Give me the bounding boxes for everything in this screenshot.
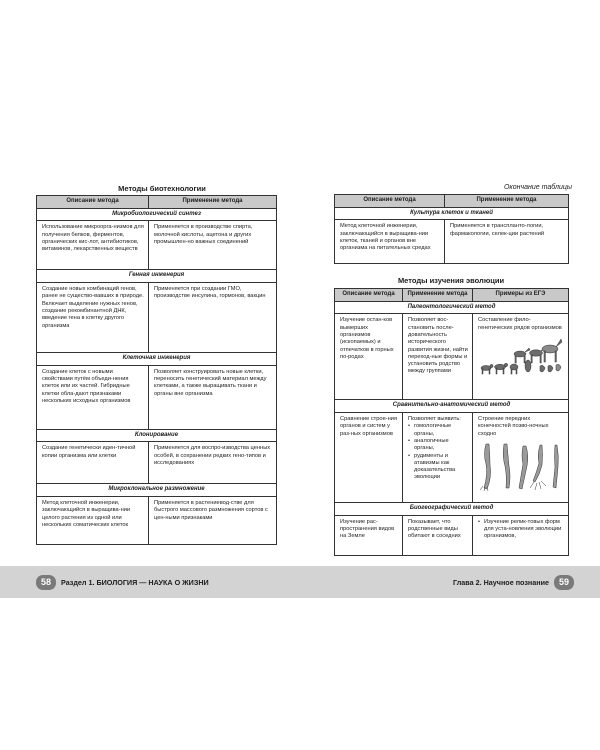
section-title-microbiological-synthesis: Микробиологический синтез	[37, 208, 277, 221]
table-cell-description: Изучение рас-пространения видов на Земле	[335, 515, 403, 555]
table-cell-description: Метод клеточной инженерии, заключающийся в выращива-нии клеток, тканей и органов вне организма на питательных средах	[335, 220, 445, 264]
table-cell-description: Метод клеточной инженерии, заключающийся в выращива-нии целого растения из одной или нескольких соматических клеток	[37, 497, 149, 545]
table-cell-description: Сравнение строе-ния органов и систем у раз-ных организмов	[335, 413, 403, 503]
section-running-title: Раздел 1. БИОЛОГИЯ — НАУКА О ЖИЗНИ	[61, 577, 209, 587]
left-page-footer	[36, 573, 209, 591]
application-list	[408, 423, 468, 481]
column-header-application: Применение метода	[149, 196, 277, 209]
application-intro: Позволяет выявить:	[408, 416, 461, 423]
list-item: • гомологичные органы,	[408, 423, 468, 438]
page-number-right: 59	[554, 575, 574, 590]
table-cell-description: Создание новых комбинаций генов, ранее не существо-вавших в природе. Включает выделение нужных генов, создание рекомбинантной ДНК, введение гена в клетку другого организма	[37, 283, 149, 353]
forelimbs-illustration	[478, 442, 562, 492]
example-text: Строение передних конечностей позво-ночных сходно	[478, 416, 549, 437]
column-header-description: Описание метода	[37, 196, 149, 209]
table-cell-application: Применяется в производстве спирта, молочной кислоты, ацетона и других промышлен-но важных соединений	[149, 221, 277, 270]
evolution-methods-table	[334, 288, 569, 556]
column-header-exam-examples: Примеры из ЕГЭ	[473, 289, 569, 302]
table-cell-description: Создание клеток с новыми свойствами путём объеди-нения клеток или их частей. Гибридные клетки обла-дают признаками нескольких исходных организмов	[37, 365, 149, 429]
table-cell-application: Применяется для воспро-изводства ценных особей, в сохранении редких гено-типов и исследованиях	[149, 442, 277, 484]
biotech-methods-title: Методы биотехнологии	[118, 184, 206, 193]
evolution-methods-title: Методы изучения эволюции	[397, 276, 505, 285]
table-cell-application: Показывает, что родственные виды обитают в соседних	[403, 515, 473, 555]
column-header-application: Применение метода	[445, 195, 569, 208]
list-item: • аналогичные органы,	[408, 438, 468, 453]
right-page-footer	[453, 573, 574, 591]
table-cell-description: Изучение остан-ков вымерших организмов (ископаемых) и отпечатков в горных по-родах	[335, 314, 403, 400]
table-cell-description: Использование микроорга-низмов для получения белков, ферментов, органических кис-лот, антибиотиков, витаминов, лекарственных веществ	[37, 221, 149, 270]
table-cell-application	[403, 413, 473, 503]
table-cell-example	[473, 314, 569, 400]
column-header-description: Описание метода	[335, 289, 403, 302]
section-title-cloning: Клонирование	[37, 429, 277, 442]
example-list	[478, 519, 564, 541]
page-number-left: 58	[36, 575, 56, 590]
cell-culture-table	[334, 194, 569, 264]
section-title-cell-engineering: Клеточная инженерия	[37, 353, 277, 366]
column-header-description: Описание метода	[335, 195, 445, 208]
table-cell-application: Применяется в растениевод-стве для быстрого массового размножения сортов с цен-ными признаками	[149, 497, 277, 545]
table-cell-application: Применяется в транспланто-логии, фармакологии, селек-ции растений	[445, 220, 569, 264]
section-title-microclonal-propagation: Микроклональное размножение	[37, 484, 277, 497]
section-title-paleontological: Палеонтологический метод	[335, 301, 569, 314]
section-title-genetic-engineering: Генная инженерия	[37, 270, 277, 283]
column-header-application: Применение метода	[403, 289, 473, 302]
continuation-note: Окончание таблицы	[503, 184, 572, 191]
example-text: Составление фило-генетических рядов организмов	[478, 317, 562, 331]
table-cell-description: Создание генетически иден-тичной копии организма или клетки	[37, 442, 149, 484]
list-item: • Изучение релик-товых форм для уста-новления эволюции организмов,	[478, 519, 564, 541]
section-title-cell-culture: Культура клеток и тканей	[335, 207, 569, 220]
section-title-comparative-anatomy: Сравнительно-анатомический метод	[335, 400, 569, 413]
biotech-methods-table	[36, 195, 277, 545]
chapter-running-title: Глава 2. Научное познание	[453, 577, 549, 587]
table-cell-example	[473, 413, 569, 503]
table-cell-application: Позволяет вос-становить после-довательность исторического развития жизни, найти переход-ные формы и установить родство между группами	[403, 314, 473, 400]
list-item: • рудименты и атавизмы как доказательства эволюции	[408, 453, 468, 482]
table-cell-example	[473, 515, 569, 555]
table-cell-application: Позволяет конструировать новые клетки, переносить генетический материал между клетками, а также выращивать ткани и органы вне организма	[149, 365, 277, 429]
horse-phylogeny-illustration	[478, 336, 562, 378]
section-title-biogeographical: Биогеографический метод	[335, 503, 569, 516]
table-cell-application: Применяется при создании ГМО, производстве инсулина, гормонов, вакцин	[149, 283, 277, 353]
